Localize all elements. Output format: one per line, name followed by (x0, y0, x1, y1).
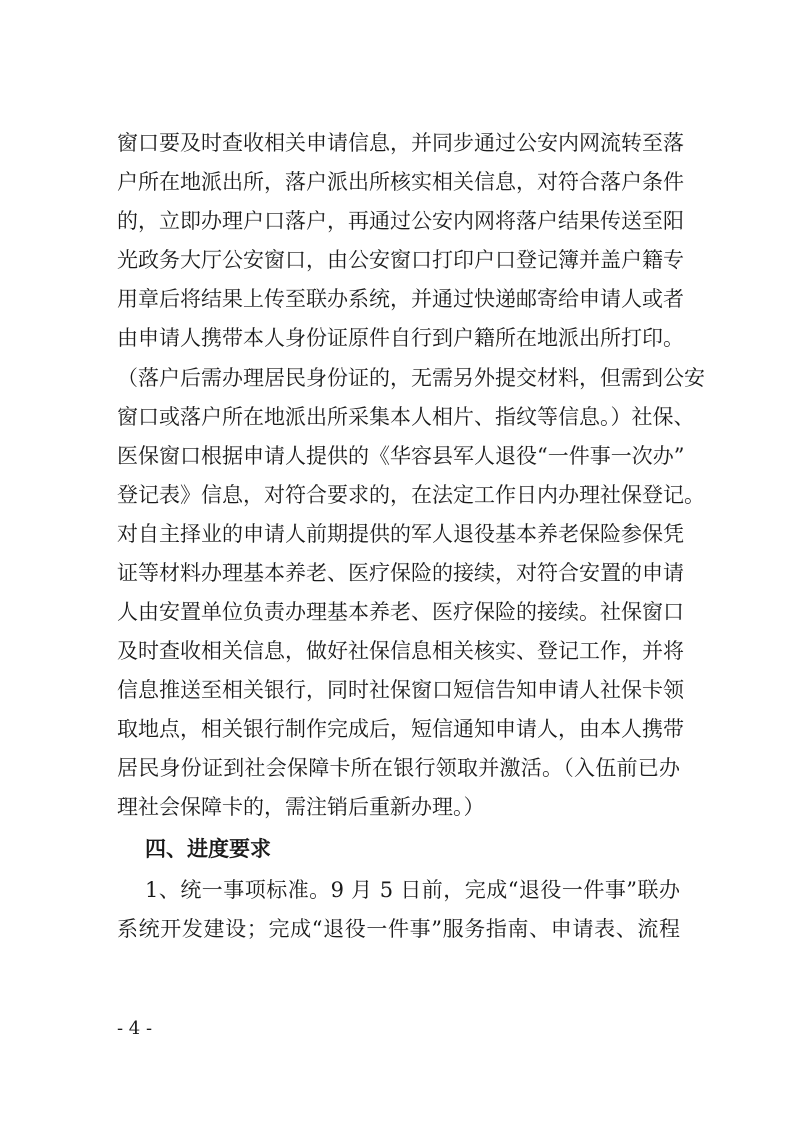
body-line: 信息推送至相关银行，同时社保窗口短信告知申请人社保卡领 (117, 678, 684, 702)
body-line: 人由安置单位负责办理基本养老、医疗保险的接续。社保窗口 (117, 600, 684, 624)
body-line: （落户后需办理居民身份证的，无需另外提交材料，但需到公安 (117, 366, 705, 390)
body-line: 光政务大厅公安窗口，由公安窗口打印户口登记簿并盖户籍专 (117, 248, 684, 272)
body-line: 用章后将结果上传至联办系统，并通过快递邮寄给申请人或者 (117, 287, 684, 311)
body-line: 取地点，相关银行制作完成后，短信通知申请人，由本人携带 (117, 717, 684, 741)
body-line: 窗口或落户所在地派出所采集本人相片、指纹等信息。）社保、 (117, 405, 695, 429)
body-line: 理社会保障卡的，需注销后重新办理。） (117, 795, 485, 819)
body-line: 居民身份证到社会保障卡所在银行领取并激活。（入伍前已办 (117, 756, 680, 780)
body-line: 证等材料办理基本养老、医疗保险的接续，对符合安置的申请 (117, 561, 684, 585)
body-line: 登记表》信息，对符合要求的，在法定工作日内办理社保登记。 (117, 483, 705, 507)
body-line: 及时查收相关信息，做好社保信息相关核实、登记工作，并将 (117, 639, 684, 663)
body-line: 对自主择业的申请人前期提供的军人退役基本养老保险参保凭 (117, 522, 684, 546)
item-line: 系统开发建设；完成“退役一件事”服务指南、申请表、流程 (117, 917, 680, 941)
body-line: 户所在地派出所，落户派出所核实相关信息，对符合落户条件 (117, 170, 684, 194)
body-line: 的，立即办理户口落户，再通过公安内网将落户结果传送至阳 (117, 209, 684, 233)
body-line: 医保窗口根据申请人提供的《华容县军人退役“一件事一次办” (117, 444, 685, 468)
body-line: 由申请人携带本人身份证原件自行到户籍所在地派出所打印。 (117, 326, 684, 350)
item-line: 1、统一事项标准。9 月 5 日前，完成“退役一件事”联办 (145, 878, 680, 902)
page-number: - 4 - (117, 1018, 153, 1039)
section-heading: 四、进度要求 (145, 836, 271, 861)
body-line: 窗口要及时查收相关申请信息，并同步通过公安内网流转至落 (117, 131, 684, 155)
